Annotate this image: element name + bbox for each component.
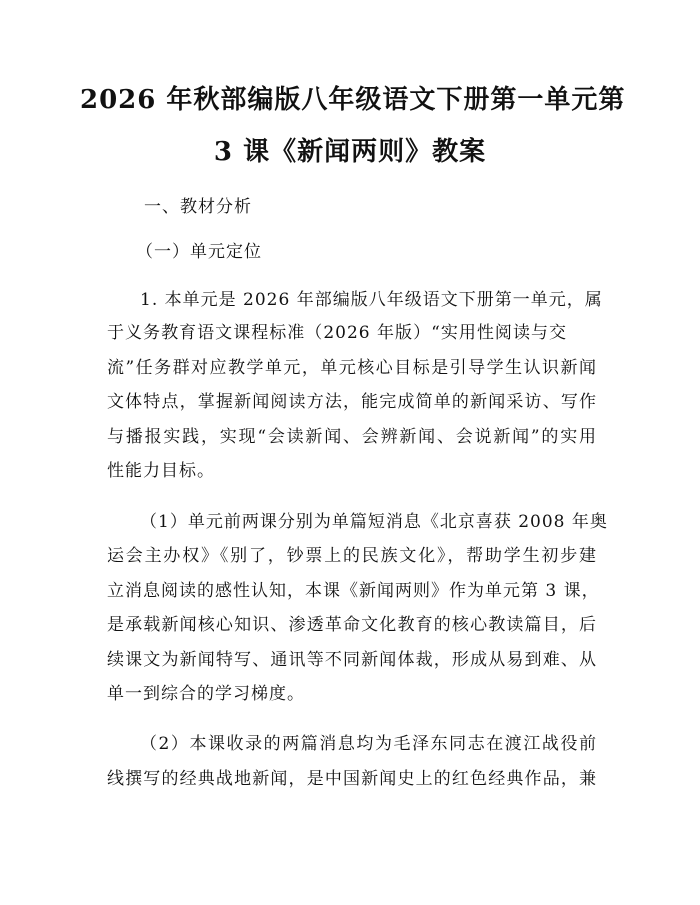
paragraph-2-line-3: 立消息阅读的感性认知，本课《新闻两则》作为单元第 3 课， xyxy=(107,581,600,601)
paragraph-2-line-4: 是承载新闻核心知识、渗透革命文化教育的核心教读篇目，后 xyxy=(107,615,597,635)
subsection-heading: （一）单元定位 xyxy=(136,242,262,262)
paragraph-1-line-5: 与播报实践，实现“会读新闻、会辨新闻、会说新闻”的实用 xyxy=(107,427,597,447)
document-title-line-2: 3 课《新闻两则》教案 xyxy=(213,137,487,167)
paragraph-2-line-5: 续课文为新闻特写、通讯等不同新闻体裁，形成从易到难、从 xyxy=(107,650,597,670)
paragraph-2-line-2: 运会主办权》《别了，钞票上的民族文化》，帮助学生初步建 xyxy=(107,546,597,566)
paragraph-1-line-6: 性能力目标。 xyxy=(107,461,215,481)
document-title-line-1: 2026 年秋部编版八年级语文下册第一单元第 xyxy=(80,85,626,115)
paragraph-1-line-3: 流”任务群对应教学单元，单元核心目标是引导学生认识新闻 xyxy=(107,358,597,378)
paragraph-1-line-2: 于义务教育语文课程标准（2026 年版）“实用性阅读与交 xyxy=(107,323,567,343)
paragraph-1-line-1: 1. 本单元是 2026 年部编版八年级语文下册第一单元，属 xyxy=(140,290,603,310)
paragraph-1-line-4: 文体特点，掌握新闻阅读方法，能完成简单的新闻采访、写作 xyxy=(107,392,597,412)
section-heading: 一、教材分析 xyxy=(144,197,252,217)
paragraph-3-line-1: （2）本课收录的两篇消息均为毛泽东同志在渡江战役前 xyxy=(140,734,597,754)
paragraph-2-line-6: 单一到综合的学习梯度。 xyxy=(107,684,305,704)
paragraph-3-line-2: 线撰写的经典战地新闻，是中国新闻史上的红色经典作品，兼 xyxy=(107,769,597,789)
paragraph-2-line-1: （1）单元前两课分别为单篇短消息《北京喜获 2008 年奥 xyxy=(140,512,608,532)
